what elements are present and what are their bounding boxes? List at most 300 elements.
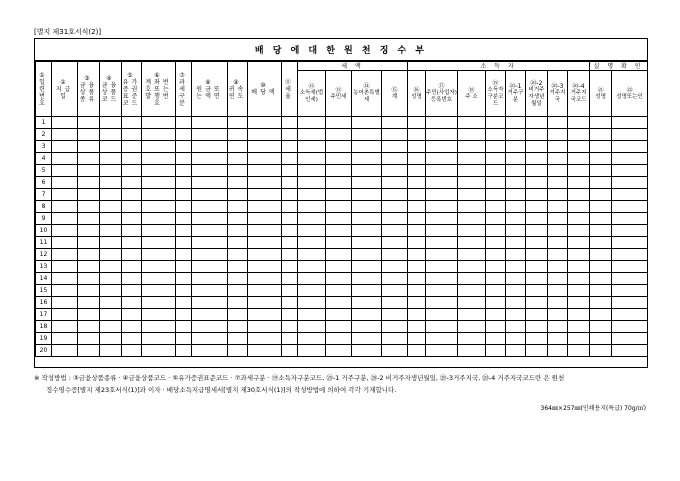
entry-cell[interactable] bbox=[78, 345, 100, 357]
entry-cell[interactable] bbox=[282, 237, 298, 249]
entry-cell[interactable] bbox=[142, 153, 176, 165]
entry-cell[interactable] bbox=[486, 189, 506, 201]
entry-cell[interactable] bbox=[282, 273, 298, 285]
entry-cell[interactable] bbox=[548, 237, 568, 249]
entry-cell[interactable] bbox=[526, 345, 548, 357]
entry-cell[interactable] bbox=[612, 213, 648, 225]
entry-cell[interactable] bbox=[612, 177, 648, 189]
entry-cell[interactable] bbox=[298, 285, 326, 297]
entry-cell[interactable] bbox=[526, 129, 548, 141]
entry-cell[interactable] bbox=[590, 165, 612, 177]
entry-cell[interactable] bbox=[176, 321, 192, 333]
entry-cell[interactable] bbox=[352, 201, 382, 213]
entry-cell[interactable] bbox=[382, 141, 408, 153]
entry-cell[interactable] bbox=[590, 249, 612, 261]
entry-cell[interactable] bbox=[506, 177, 526, 189]
entry-cell[interactable] bbox=[548, 153, 568, 165]
entry-cell[interactable] bbox=[192, 117, 228, 129]
entry-cell[interactable] bbox=[458, 141, 486, 153]
entry-cell[interactable] bbox=[248, 345, 282, 357]
entry-cell[interactable] bbox=[526, 141, 548, 153]
entry-cell[interactable] bbox=[590, 141, 612, 153]
entry-cell[interactable] bbox=[612, 321, 648, 333]
entry-cell[interactable] bbox=[122, 201, 142, 213]
entry-cell[interactable] bbox=[568, 273, 590, 285]
entry-cell[interactable] bbox=[486, 273, 506, 285]
entry-cell[interactable] bbox=[176, 225, 192, 237]
entry-cell[interactable] bbox=[192, 201, 228, 213]
entry-cell[interactable] bbox=[408, 165, 426, 177]
entry-cell[interactable] bbox=[612, 273, 648, 285]
entry-cell[interactable] bbox=[298, 201, 326, 213]
entry-cell[interactable] bbox=[548, 309, 568, 321]
entry-cell[interactable] bbox=[228, 201, 248, 213]
entry-cell[interactable] bbox=[142, 309, 176, 321]
entry-cell[interactable] bbox=[382, 165, 408, 177]
entry-cell[interactable] bbox=[248, 261, 282, 273]
entry-cell[interactable] bbox=[142, 345, 176, 357]
entry-cell[interactable] bbox=[326, 225, 352, 237]
entry-cell[interactable] bbox=[298, 333, 326, 345]
entry-cell[interactable] bbox=[228, 285, 248, 297]
entry-cell[interactable] bbox=[228, 237, 248, 249]
entry-cell[interactable] bbox=[458, 249, 486, 261]
entry-cell[interactable] bbox=[176, 189, 192, 201]
entry-cell[interactable] bbox=[176, 333, 192, 345]
entry-cell[interactable] bbox=[100, 177, 122, 189]
entry-cell[interactable] bbox=[78, 177, 100, 189]
entry-cell[interactable] bbox=[78, 285, 100, 297]
entry-cell[interactable] bbox=[142, 321, 176, 333]
entry-cell[interactable] bbox=[326, 237, 352, 249]
entry-cell[interactable] bbox=[458, 321, 486, 333]
entry-cell[interactable] bbox=[426, 165, 458, 177]
entry-cell[interactable] bbox=[486, 117, 506, 129]
entry-cell[interactable] bbox=[612, 201, 648, 213]
entry-cell[interactable] bbox=[426, 213, 458, 225]
entry-cell[interactable] bbox=[78, 225, 100, 237]
entry-cell[interactable] bbox=[408, 237, 426, 249]
entry-cell[interactable] bbox=[52, 249, 78, 261]
entry-cell[interactable] bbox=[248, 237, 282, 249]
entry-cell[interactable] bbox=[612, 285, 648, 297]
entry-cell[interactable] bbox=[612, 237, 648, 249]
entry-cell[interactable] bbox=[192, 153, 228, 165]
entry-cell[interactable] bbox=[78, 201, 100, 213]
entry-cell[interactable] bbox=[506, 249, 526, 261]
entry-cell[interactable] bbox=[100, 273, 122, 285]
entry-cell[interactable] bbox=[282, 117, 298, 129]
entry-cell[interactable] bbox=[100, 165, 122, 177]
entry-cell[interactable] bbox=[458, 153, 486, 165]
entry-cell[interactable] bbox=[122, 153, 142, 165]
entry-cell[interactable] bbox=[526, 321, 548, 333]
entry-cell[interactable] bbox=[352, 309, 382, 321]
entry-cell[interactable] bbox=[326, 333, 352, 345]
entry-cell[interactable] bbox=[52, 333, 78, 345]
entry-cell[interactable] bbox=[506, 153, 526, 165]
entry-cell[interactable] bbox=[282, 153, 298, 165]
entry-cell[interactable] bbox=[52, 117, 78, 129]
entry-cell[interactable] bbox=[426, 129, 458, 141]
entry-cell[interactable] bbox=[382, 153, 408, 165]
entry-cell[interactable] bbox=[612, 309, 648, 321]
entry-cell[interactable] bbox=[228, 165, 248, 177]
entry-cell[interactable] bbox=[192, 309, 228, 321]
entry-cell[interactable] bbox=[458, 285, 486, 297]
entry-cell[interactable] bbox=[590, 129, 612, 141]
entry-cell[interactable] bbox=[228, 213, 248, 225]
entry-cell[interactable] bbox=[100, 333, 122, 345]
entry-cell[interactable] bbox=[458, 273, 486, 285]
entry-cell[interactable] bbox=[382, 345, 408, 357]
entry-cell[interactable] bbox=[78, 141, 100, 153]
entry-cell[interactable] bbox=[298, 213, 326, 225]
entry-cell[interactable] bbox=[326, 129, 352, 141]
entry-cell[interactable] bbox=[486, 285, 506, 297]
entry-cell[interactable] bbox=[192, 333, 228, 345]
entry-cell[interactable] bbox=[228, 141, 248, 153]
entry-cell[interactable] bbox=[78, 273, 100, 285]
entry-cell[interactable] bbox=[408, 129, 426, 141]
entry-cell[interactable] bbox=[176, 249, 192, 261]
entry-cell[interactable] bbox=[192, 297, 228, 309]
entry-cell[interactable] bbox=[52, 309, 78, 321]
entry-cell[interactable] bbox=[590, 345, 612, 357]
entry-cell[interactable] bbox=[612, 165, 648, 177]
entry-cell[interactable] bbox=[458, 345, 486, 357]
entry-cell[interactable] bbox=[142, 261, 176, 273]
entry-cell[interactable] bbox=[486, 237, 506, 249]
entry-cell[interactable] bbox=[568, 309, 590, 321]
entry-cell[interactable] bbox=[568, 177, 590, 189]
entry-cell[interactable] bbox=[298, 189, 326, 201]
entry-cell[interactable] bbox=[612, 189, 648, 201]
entry-cell[interactable] bbox=[100, 321, 122, 333]
entry-cell[interactable] bbox=[282, 213, 298, 225]
entry-cell[interactable] bbox=[248, 297, 282, 309]
entry-cell[interactable] bbox=[526, 261, 548, 273]
entry-cell[interactable] bbox=[228, 129, 248, 141]
entry-cell[interactable] bbox=[298, 165, 326, 177]
entry-cell[interactable] bbox=[590, 285, 612, 297]
entry-cell[interactable] bbox=[590, 189, 612, 201]
entry-cell[interactable] bbox=[326, 297, 352, 309]
entry-cell[interactable] bbox=[176, 213, 192, 225]
entry-cell[interactable] bbox=[142, 117, 176, 129]
entry-cell[interactable] bbox=[486, 165, 506, 177]
entry-cell[interactable] bbox=[486, 309, 506, 321]
entry-cell[interactable] bbox=[282, 201, 298, 213]
entry-cell[interactable] bbox=[548, 333, 568, 345]
entry-cell[interactable] bbox=[612, 153, 648, 165]
entry-cell[interactable] bbox=[192, 285, 228, 297]
entry-cell[interactable] bbox=[142, 189, 176, 201]
entry-cell[interactable] bbox=[122, 213, 142, 225]
entry-cell[interactable] bbox=[78, 129, 100, 141]
entry-cell[interactable] bbox=[568, 117, 590, 129]
entry-cell[interactable] bbox=[122, 333, 142, 345]
entry-cell[interactable] bbox=[526, 213, 548, 225]
entry-cell[interactable] bbox=[458, 129, 486, 141]
entry-cell[interactable] bbox=[52, 297, 78, 309]
entry-cell[interactable] bbox=[52, 129, 78, 141]
entry-cell[interactable] bbox=[142, 213, 176, 225]
entry-cell[interactable] bbox=[590, 297, 612, 309]
entry-cell[interactable] bbox=[382, 189, 408, 201]
entry-cell[interactable] bbox=[192, 321, 228, 333]
entry-cell[interactable] bbox=[526, 297, 548, 309]
entry-cell[interactable] bbox=[458, 333, 486, 345]
entry-cell[interactable] bbox=[568, 153, 590, 165]
entry-cell[interactable] bbox=[228, 333, 248, 345]
entry-cell[interactable] bbox=[426, 141, 458, 153]
entry-cell[interactable] bbox=[408, 333, 426, 345]
entry-cell[interactable] bbox=[142, 165, 176, 177]
entry-cell[interactable] bbox=[100, 129, 122, 141]
entry-cell[interactable] bbox=[548, 141, 568, 153]
entry-cell[interactable] bbox=[326, 273, 352, 285]
entry-cell[interactable] bbox=[526, 189, 548, 201]
entry-cell[interactable] bbox=[282, 261, 298, 273]
entry-cell[interactable] bbox=[228, 273, 248, 285]
entry-cell[interactable] bbox=[568, 237, 590, 249]
entry-cell[interactable] bbox=[506, 237, 526, 249]
entry-cell[interactable] bbox=[568, 225, 590, 237]
entry-cell[interactable] bbox=[228, 249, 248, 261]
entry-cell[interactable] bbox=[426, 117, 458, 129]
entry-cell[interactable] bbox=[458, 177, 486, 189]
entry-cell[interactable] bbox=[408, 261, 426, 273]
entry-cell[interactable] bbox=[352, 321, 382, 333]
entry-cell[interactable] bbox=[568, 333, 590, 345]
entry-cell[interactable] bbox=[282, 297, 298, 309]
entry-cell[interactable] bbox=[142, 225, 176, 237]
entry-cell[interactable] bbox=[298, 309, 326, 321]
entry-cell[interactable] bbox=[176, 129, 192, 141]
entry-cell[interactable] bbox=[100, 297, 122, 309]
entry-cell[interactable] bbox=[228, 153, 248, 165]
entry-cell[interactable] bbox=[458, 309, 486, 321]
entry-cell[interactable] bbox=[282, 333, 298, 345]
entry-cell[interactable] bbox=[568, 213, 590, 225]
entry-cell[interactable] bbox=[458, 165, 486, 177]
entry-cell[interactable] bbox=[548, 129, 568, 141]
entry-cell[interactable] bbox=[52, 345, 78, 357]
entry-cell[interactable] bbox=[526, 285, 548, 297]
entry-cell[interactable] bbox=[100, 117, 122, 129]
entry-cell[interactable] bbox=[506, 213, 526, 225]
entry-cell[interactable] bbox=[192, 237, 228, 249]
entry-cell[interactable] bbox=[248, 333, 282, 345]
entry-cell[interactable] bbox=[352, 177, 382, 189]
entry-cell[interactable] bbox=[176, 297, 192, 309]
entry-cell[interactable] bbox=[248, 165, 282, 177]
entry-cell[interactable] bbox=[176, 309, 192, 321]
entry-cell[interactable] bbox=[526, 177, 548, 189]
entry-cell[interactable] bbox=[486, 177, 506, 189]
entry-cell[interactable] bbox=[506, 321, 526, 333]
entry-cell[interactable] bbox=[52, 165, 78, 177]
entry-cell[interactable] bbox=[100, 153, 122, 165]
entry-cell[interactable] bbox=[548, 213, 568, 225]
entry-cell[interactable] bbox=[78, 165, 100, 177]
entry-cell[interactable] bbox=[228, 309, 248, 321]
entry-cell[interactable] bbox=[192, 225, 228, 237]
entry-cell[interactable] bbox=[506, 261, 526, 273]
entry-cell[interactable] bbox=[408, 345, 426, 357]
entry-cell[interactable] bbox=[590, 237, 612, 249]
entry-cell[interactable] bbox=[298, 297, 326, 309]
entry-cell[interactable] bbox=[612, 333, 648, 345]
entry-cell[interactable] bbox=[298, 129, 326, 141]
entry-cell[interactable] bbox=[382, 225, 408, 237]
entry-cell[interactable] bbox=[298, 345, 326, 357]
entry-cell[interactable] bbox=[298, 117, 326, 129]
entry-cell[interactable] bbox=[282, 129, 298, 141]
entry-cell[interactable] bbox=[408, 285, 426, 297]
entry-cell[interactable] bbox=[122, 345, 142, 357]
entry-cell[interactable] bbox=[78, 297, 100, 309]
entry-cell[interactable] bbox=[326, 201, 352, 213]
entry-cell[interactable] bbox=[590, 201, 612, 213]
entry-cell[interactable] bbox=[408, 189, 426, 201]
entry-cell[interactable] bbox=[192, 129, 228, 141]
entry-cell[interactable] bbox=[248, 273, 282, 285]
entry-cell[interactable] bbox=[298, 237, 326, 249]
entry-cell[interactable] bbox=[486, 213, 506, 225]
entry-cell[interactable] bbox=[78, 309, 100, 321]
entry-cell[interactable] bbox=[426, 297, 458, 309]
entry-cell[interactable] bbox=[248, 213, 282, 225]
entry-cell[interactable] bbox=[458, 297, 486, 309]
entry-cell[interactable] bbox=[408, 321, 426, 333]
entry-cell[interactable] bbox=[100, 309, 122, 321]
entry-cell[interactable] bbox=[176, 345, 192, 357]
entry-cell[interactable] bbox=[248, 285, 282, 297]
entry-cell[interactable] bbox=[382, 249, 408, 261]
entry-cell[interactable] bbox=[228, 177, 248, 189]
entry-cell[interactable] bbox=[100, 285, 122, 297]
entry-cell[interactable] bbox=[282, 309, 298, 321]
entry-cell[interactable] bbox=[100, 237, 122, 249]
entry-cell[interactable] bbox=[52, 201, 78, 213]
entry-cell[interactable] bbox=[192, 261, 228, 273]
entry-cell[interactable] bbox=[426, 249, 458, 261]
entry-cell[interactable] bbox=[122, 297, 142, 309]
entry-cell[interactable] bbox=[100, 249, 122, 261]
entry-cell[interactable] bbox=[506, 201, 526, 213]
entry-cell[interactable] bbox=[326, 321, 352, 333]
entry-cell[interactable] bbox=[426, 309, 458, 321]
entry-cell[interactable] bbox=[612, 141, 648, 153]
entry-cell[interactable] bbox=[52, 237, 78, 249]
entry-cell[interactable] bbox=[122, 285, 142, 297]
entry-cell[interactable] bbox=[548, 201, 568, 213]
entry-cell[interactable] bbox=[78, 153, 100, 165]
entry-cell[interactable] bbox=[548, 225, 568, 237]
entry-cell[interactable] bbox=[326, 213, 352, 225]
entry-cell[interactable] bbox=[548, 249, 568, 261]
entry-cell[interactable] bbox=[506, 165, 526, 177]
entry-cell[interactable] bbox=[458, 225, 486, 237]
entry-cell[interactable] bbox=[176, 153, 192, 165]
entry-cell[interactable] bbox=[486, 333, 506, 345]
entry-cell[interactable] bbox=[326, 261, 352, 273]
entry-cell[interactable] bbox=[486, 249, 506, 261]
entry-cell[interactable] bbox=[506, 285, 526, 297]
entry-cell[interactable] bbox=[122, 309, 142, 321]
entry-cell[interactable] bbox=[590, 309, 612, 321]
entry-cell[interactable] bbox=[122, 117, 142, 129]
entry-cell[interactable] bbox=[52, 189, 78, 201]
entry-cell[interactable] bbox=[426, 237, 458, 249]
entry-cell[interactable] bbox=[248, 117, 282, 129]
entry-cell[interactable] bbox=[458, 213, 486, 225]
entry-cell[interactable] bbox=[122, 225, 142, 237]
entry-cell[interactable] bbox=[298, 321, 326, 333]
entry-cell[interactable] bbox=[426, 177, 458, 189]
entry-cell[interactable] bbox=[352, 153, 382, 165]
entry-cell[interactable] bbox=[282, 165, 298, 177]
entry-cell[interactable] bbox=[176, 201, 192, 213]
entry-cell[interactable] bbox=[176, 273, 192, 285]
entry-cell[interactable] bbox=[78, 249, 100, 261]
entry-cell[interactable] bbox=[526, 117, 548, 129]
entry-cell[interactable] bbox=[506, 129, 526, 141]
entry-cell[interactable] bbox=[248, 201, 282, 213]
entry-cell[interactable] bbox=[326, 165, 352, 177]
entry-cell[interactable] bbox=[382, 237, 408, 249]
entry-cell[interactable] bbox=[506, 273, 526, 285]
entry-cell[interactable] bbox=[352, 129, 382, 141]
entry-cell[interactable] bbox=[78, 333, 100, 345]
entry-cell[interactable] bbox=[326, 153, 352, 165]
entry-cell[interactable] bbox=[408, 153, 426, 165]
entry-cell[interactable] bbox=[548, 261, 568, 273]
entry-cell[interactable] bbox=[52, 213, 78, 225]
entry-cell[interactable] bbox=[122, 189, 142, 201]
entry-cell[interactable] bbox=[142, 273, 176, 285]
entry-cell[interactable] bbox=[352, 189, 382, 201]
entry-cell[interactable] bbox=[568, 321, 590, 333]
entry-cell[interactable] bbox=[352, 297, 382, 309]
entry-cell[interactable] bbox=[248, 177, 282, 189]
entry-cell[interactable] bbox=[382, 273, 408, 285]
entry-cell[interactable] bbox=[382, 213, 408, 225]
entry-cell[interactable] bbox=[526, 273, 548, 285]
entry-cell[interactable] bbox=[352, 333, 382, 345]
entry-cell[interactable] bbox=[282, 141, 298, 153]
entry-cell[interactable] bbox=[590, 273, 612, 285]
entry-cell[interactable] bbox=[408, 201, 426, 213]
entry-cell[interactable] bbox=[426, 153, 458, 165]
entry-cell[interactable] bbox=[526, 333, 548, 345]
entry-cell[interactable] bbox=[486, 321, 506, 333]
entry-cell[interactable] bbox=[52, 261, 78, 273]
entry-cell[interactable] bbox=[326, 309, 352, 321]
entry-cell[interactable] bbox=[590, 261, 612, 273]
entry-cell[interactable] bbox=[298, 273, 326, 285]
entry-cell[interactable] bbox=[78, 261, 100, 273]
entry-cell[interactable] bbox=[142, 237, 176, 249]
entry-cell[interactable] bbox=[408, 249, 426, 261]
entry-cell[interactable] bbox=[568, 201, 590, 213]
entry-cell[interactable] bbox=[612, 249, 648, 261]
entry-cell[interactable] bbox=[326, 141, 352, 153]
entry-cell[interactable] bbox=[612, 225, 648, 237]
entry-cell[interactable] bbox=[486, 153, 506, 165]
